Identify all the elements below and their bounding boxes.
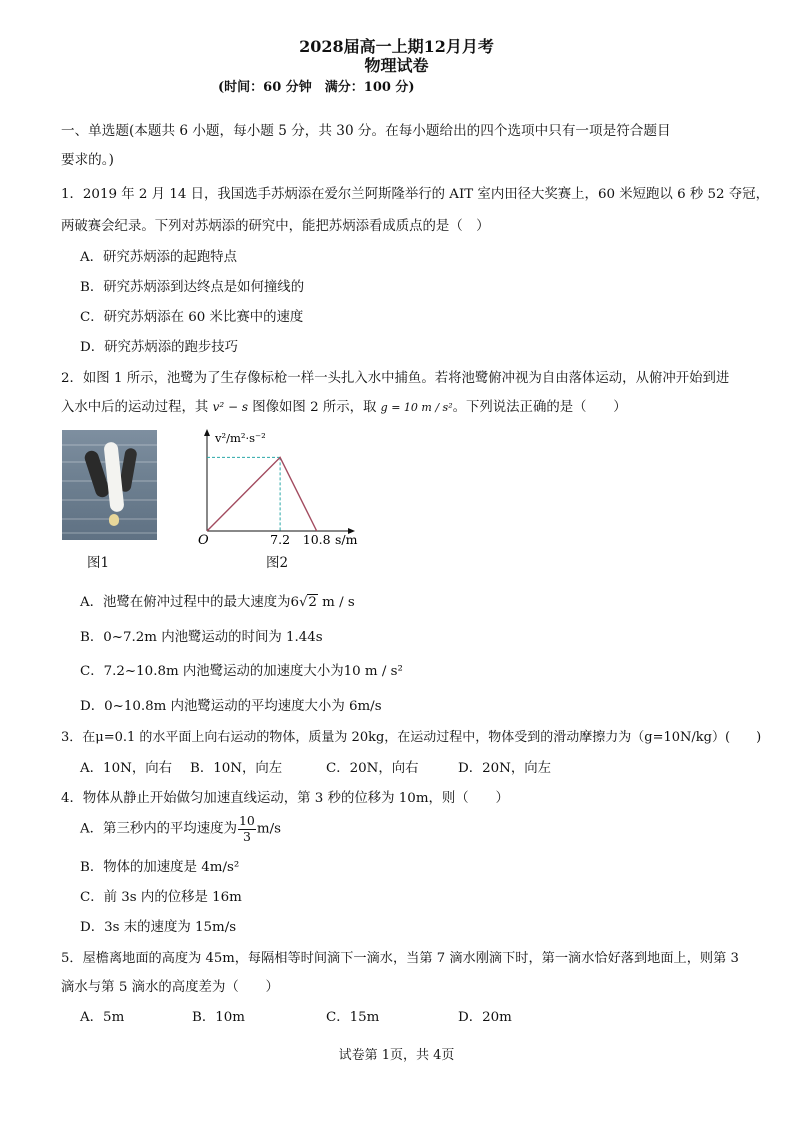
exam-meta: (时间：60 分钟 满分：100 分) [218, 80, 415, 95]
q1-option-b: B．研究苏炳添到达终点是如何撞线的 [80, 280, 305, 295]
fraction-numerator: 10 [238, 813, 255, 828]
q5-stem-line2: 滴水与第 5 滴水的高度差为（ ） [61, 980, 279, 995]
series-line [207, 457, 317, 531]
x-tick-label: 10.8 [302, 532, 331, 547]
x-axis-label: s/m [335, 532, 358, 547]
q2-option-a: A．池鹭在俯冲过程中的最大速度为6√2 m / s [80, 595, 355, 610]
bird-photo [62, 430, 157, 540]
q4-option-c: C．前 3s 内的位移是 16m [80, 890, 242, 905]
q2-stem-math-g: g = 10 m / s² [380, 401, 453, 414]
q4-option-a-fraction [238, 815, 256, 843]
q1-stem-line1: 1．2019 年 2 月 14 日，我国选手苏炳添在爱尔兰阿斯隆举行的 AIT 室内田径大奖赛上，60 米短跑以 6 秒 52 夺冠， [61, 187, 769, 202]
q2-option-a-root: 2 [308, 595, 317, 610]
section-heading-line1: 一、单选题(本题共 6 小题，每小题 5 分，共 30 分。在每小题给出的四个选项中只有一项是符合题目 [61, 123, 671, 139]
origin-label: O [198, 533, 209, 548]
q1-stem-line2: 两破赛会纪录。下列对苏炳添的研究中，能把苏炳添看成质点的是（ ） [61, 219, 490, 234]
q3-option-b: B．10N，向左 [190, 761, 283, 776]
fig1-caption: 图1 [87, 555, 110, 571]
q2-option-b: B．0~7.2m 内池鹭运动的时间为 1.44s [80, 630, 323, 645]
y-axis-label: v²/m²·s⁻² [215, 431, 266, 445]
q5-option-b: B．10m [192, 1010, 245, 1025]
exam-subtitle: 物理试卷 [364, 56, 429, 75]
q2-stem-text-c: 。下列说法正确的是（ ） [452, 400, 627, 415]
q4-option-a-text: A．第三秒内的平均速度为 [80, 821, 237, 837]
section-heading-line2: 要求的。) [61, 152, 114, 168]
q4-option-a-unit: m/s [256, 821, 281, 837]
q1-option-c: C．研究苏炳添在 60 米比赛中的速度 [80, 310, 304, 325]
q2-stem-line2 [61, 396, 627, 415]
q5-option-c: C．15m [326, 1010, 380, 1025]
q5-option-a: A．5m [80, 1010, 125, 1025]
fig2-caption: 图2 [266, 555, 289, 571]
q4-option-d: D．3s 末的速度为 15m/s [80, 920, 237, 935]
page-footer: 试卷第 1页，共 4页 [338, 1048, 455, 1063]
q3-option-c: C．20N，向右 [326, 761, 419, 776]
q2-stem-text-b: 图像如图 2 所示，取 [248, 400, 381, 415]
y-axis-arrow [204, 429, 210, 436]
q5-option-d: D．20m [458, 1010, 512, 1025]
q2-stem-math-vs: v² − s [212, 400, 248, 414]
q2-option-a-text: A．池鹭在俯冲过程中的最大速度为 [80, 595, 291, 610]
x-tick-label: 7.2 [270, 532, 291, 547]
fraction-denominator: 3 [242, 828, 251, 844]
q3-option-a: A．10N，向右 [80, 761, 172, 776]
q2-option-a-coef: 6 [290, 595, 300, 610]
q2-option-c [80, 660, 403, 679]
q3-option-d: D．20N，向左 [458, 761, 552, 776]
exam-title: 2028届高一上期12月月考 [299, 37, 494, 56]
q3-stem: 3．在μ=0.1 的水平面上向右运动的物体，质量为 20kg，在运动过程中，物体受到的滑动摩擦力为（g=10N/kg）( ) [61, 730, 762, 745]
q2-stem-line1: 2．如图 1 所示，池鹭为了生存像标枪一样一头扎入水中捕鱼。若将池鹭俯冲视为自由落体运动，从俯冲开始到进 [61, 371, 730, 386]
q2-option-a-unit: m / s [317, 595, 355, 610]
q2-stem-text-a: 入水中后的运动过程，其 [61, 400, 213, 415]
q1-option-d: D．研究苏炳添的跑步技巧 [80, 340, 239, 355]
q4-option-a [80, 815, 281, 843]
q1-option-a: A．研究苏炳添的起跑特点 [80, 250, 237, 265]
q2-option-c-text: C．7.2~10.8m 内池鹭运动的加速度大小为 [80, 664, 344, 679]
q2-option-d: D．0~10.8m 内池鹭运动的平均速度大小为 6m/s [80, 699, 382, 714]
q4-stem: 4．物体从静止开始做匀加速直线运动，第 3 秒的位移为 10m，则（ ） [61, 791, 509, 806]
q4-option-b: B．物体的加速度是 4m/s² [80, 860, 240, 875]
v2-s-chart [195, 427, 365, 549]
q5-stem-line1: 5．屋檐离地面的高度为 45m，每隔相等时间滴下一滴水，当第 7 滴水刚滴下时，第一滴水恰好落到地面上，则第 3 [61, 951, 739, 966]
q2-option-c-value: 10 m / s² [343, 664, 403, 679]
